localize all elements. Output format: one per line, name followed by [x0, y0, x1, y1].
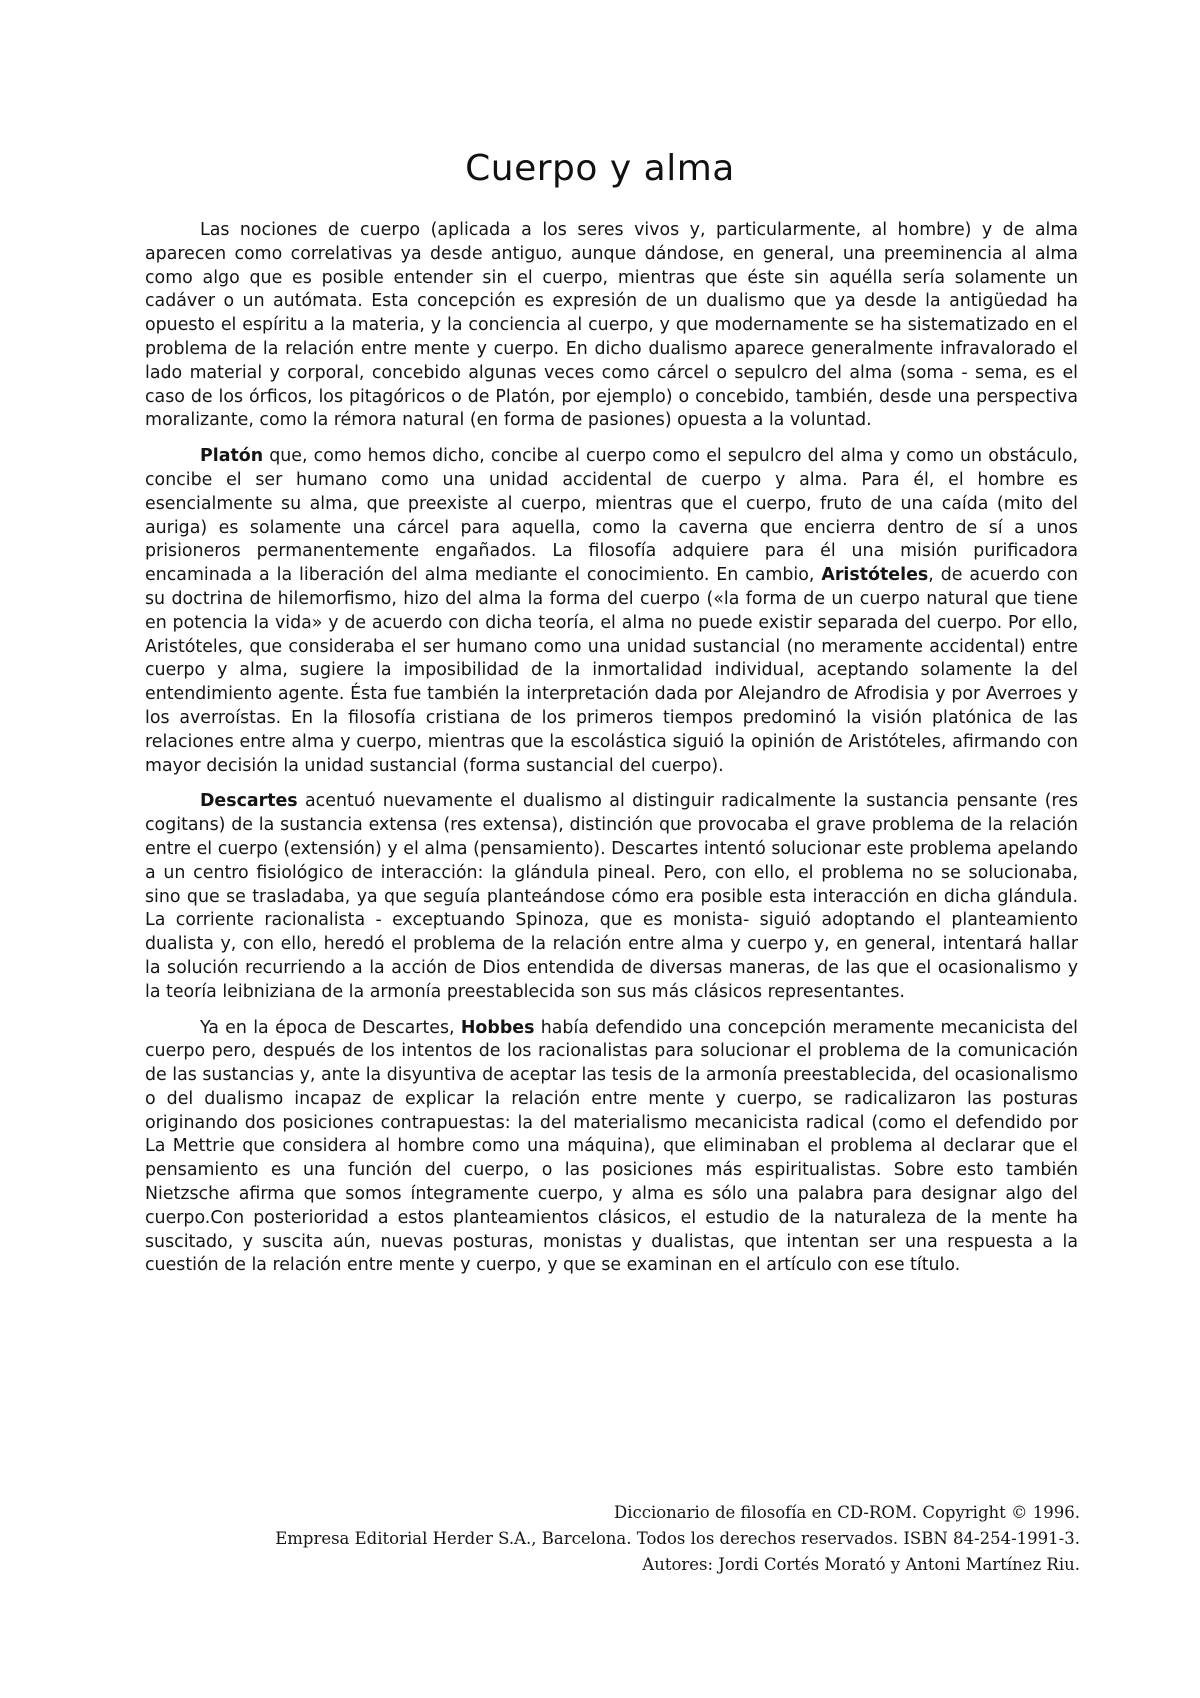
paragraph-text: que, como hemos dicho, concibe al cuerpo como el sepulcro del alma y como un obstáculo, concibe el ser humano como una unidad accidental de cuerpo y alma. Para él, el hombre es esencialmente su alma, que preexiste al cuerpo, mientras que el cuerpo, fruto de una caída (mito del auriga) es solamente una cárcel para aquella, como la caverna que encierra dentro de sí a unos prisioneros permanentemente engañados. La filosofía adquiere para él una misión purificadora encaminada a la liberación del alma mediante el conocimiento. En cambio, — [145, 446, 1078, 586]
credits-line-publisher: Empresa Editorial Herder S.A., Barcelona. Todos los derechos reservados. ISBN 84-254-1991-3. — [275, 1529, 1080, 1548]
paragraph-descartes — [145, 790, 1078, 1004]
bold-term-descartes: Descartes — [200, 791, 298, 812]
credits-line-authors: Autores: Jordi Cortés Morató y Antoni Martínez Riu. — [642, 1555, 1080, 1574]
paragraph-text: Las nociones de cuerpo (aplicada a los seres vivos y, particularmente, al hombre) y de alma aparecen como correlativas ya desde antiguo, aunque dándose, en general, una preeminencia al alma como algo que es posible entender sin el cuerpo, mientras que éste sin aquélla sería solamente un cadáver o un autómata. Esta concepción es expresión de un dualismo que ya desde la antigüedad ha opuesto el espíritu a la materia, y la conciencia al cuerpo, y que modernamente se ha sistematizado en el problema de la relación entre mente y cuerpo. En dicho dualismo aparece generalmente infravalorado el lado material y corporal, concebido algunas veces como cárcel o sepulcro del alma (soma - sema, es el caso de los órficos, los pitagóricos o de Platón, por ejemplo) o concebido, también, desde una perspectiva moralizante, como la rémora natural (en forma de pasiones) opuesta a la voluntad. — [145, 220, 1078, 431]
page-title: Cuerpo y alma — [465, 148, 735, 189]
paragraph-hobbes — [145, 1017, 1078, 1279]
paragraph-text: , de acuerdo con su doctrina de hilemorfismo, hizo del alma la forma del cuerpo («la forma de un cuerpo natural que tiene en potencia la vida» y de acuerdo con dicha teoría, el alma no puede existir separada del cuerpo. Por ello, Aristóteles, que consideraba el ser humano como una unidad sustancial (no meramente accidental) entre cuerpo y alma, sugiere la imposibilidad de la inmortalidad individual, aceptando solamente la del entendimiento agente. Ésta fue también la interpretación dada por Alejandro de Afrodisia y por Averroes y los averroístas. En la filosofía cristiana de los primeros tiempos predominó la visión platónica de las relaciones entre alma y cuerpo, mientras que la escolástica siguió la opinión de Aristóteles, afirmando con mayor decisión la unidad sustancial (forma sustancial del cuerpo). — [145, 565, 1078, 776]
bold-term-hobbes: Hobbes — [460, 1017, 535, 1038]
bold-term-platon: Platón — [200, 446, 264, 467]
article-body — [145, 219, 1078, 1290]
copyright-credits — [140, 1500, 1080, 1578]
credits-line-source: Diccionario de filosofía en CD-ROM. Copyright © 1996. — [613, 1503, 1080, 1522]
paragraph-intro — [145, 219, 1078, 433]
paragraph-text: había defendido una concepción meramente mecanicista del cuerpo pero, después de los intentos de los racionalistas para solucionar el problema de la comunicación de las sustancias y, ante la disyuntiva de aceptar las tesis de la armonía preestablecida, del ocasionalismo o del dualismo incapaz de explicar la relación entre mente y cuerpo, se radicalizaron las posturas originando dos posiciones contrapuestas: la del materialismo mecanicista radical (como el defendido por La Mettrie que considera al hombre como una máquina), que eliminaban el problema al declarar que el pensamiento es una función del cuerpo, o las posiciones más espiritualistas. Sobre esto también Nietzsche afirma que somos íntegramente cuerpo, y alma es sólo una palabra para designar algo del cuerpo.Con posterioridad a estos planteamientos clásicos, el estudio de la naturaleza de la mente ha suscitado, y suscita aún, nuevas posturas, monistas y dualistas, que intentan ser una respuesta a la cuestión de la relación entre mente y cuerpo, y que se examinan en el artículo con ese título. — [145, 1017, 1078, 1276]
paragraph-platon — [145, 445, 1078, 778]
bold-term-aristoteles: Aristóteles — [821, 565, 929, 586]
paragraph-text: Ya en la época de Descartes, — [200, 1017, 461, 1038]
paragraph-text: acentuó nuevamente el dualismo al distinguir radicalmente la sustancia pensante (res cogitans) de la sustancia extensa (res extensa), distinción que provocaba el grave problema de la relación entre el cuerpo (extensión) y el alma (pensamiento). Descartes intentó solucionar este problema apelando a un centro fisiológico de interacción: la glándula pineal. Pero, con ello, el problema no se solucionaba, sino que se trasladaba, ya que seguía planteándose cómo era posible esta interacción en dicha glándula. La corriente racionalista - exceptuando Spinoza, que es monista- siguió adoptando el planteamiento dualista y, con ello, heredó el problema de la relación entre alma y cuerpo y, en general, intentará hallar la solución recurriendo a la acción de Dios entendida de diversas maneras, de las que el ocasionalismo y la teoría leibniziana de la armonía preestablecida son sus más clásicos representantes. — [145, 791, 1078, 1002]
